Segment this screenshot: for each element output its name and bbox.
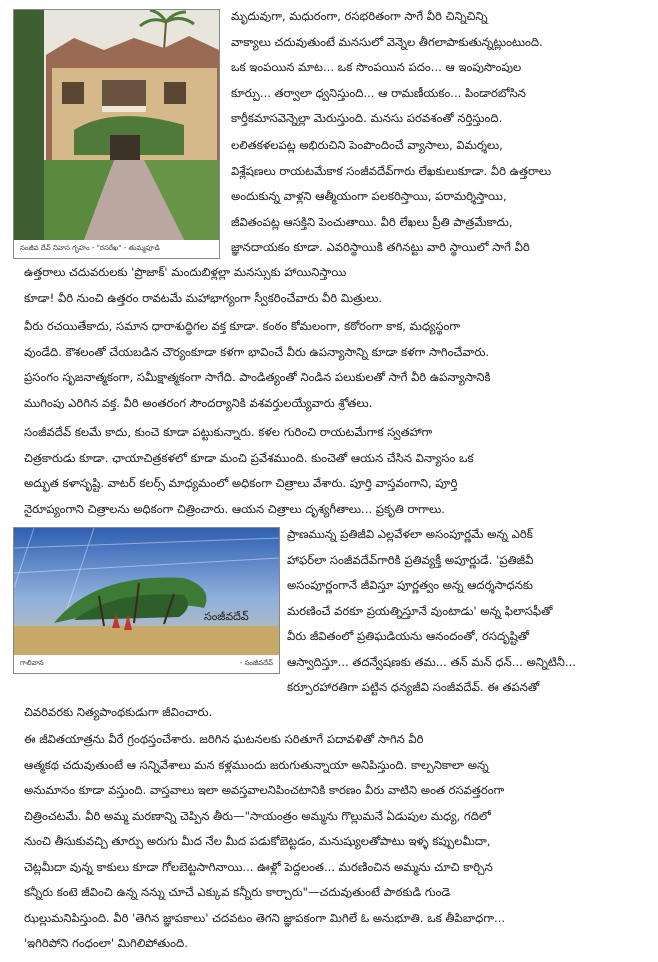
text-line: ఆస్వాదిస్తూ... తదన్వేషణకు తమ... తన్ మన్ ధన్... అన్నిటినీ...: [287, 654, 576, 669]
paragraph-4: [24, 420, 640, 522]
house-photo-caption-text: సంజీవ దేవ్ నివాస గృహం - "రసరేఖ" - తుమ్మపూడి: [20, 244, 160, 252]
painting-figure: [13, 527, 280, 674]
text-line: విశ్లేషణలు రాయటమేకాక సంజీవదేవ్‌గారు లేఖకులుకూడా. వీరి ఉత్తరాలు: [231, 163, 552, 178]
text-line: నైరూప్యంగాని చిత్రాలను అధికంగా చిత్రించారు. ఆయన చిత్రాలు దృశ్యగీతాలు... ప్రకృతి రాగాలు.: [24, 501, 445, 516]
paragraph-1: [231, 4, 643, 132]
paragraph-2: [231, 133, 643, 261]
text-line: ప్రాణమున్న ప్రతిజీవి ఎల్లవేళలా అసంపూర్ణమే అన్న ఎరిక్: [287, 527, 533, 541]
text-line: అందుకున్న వాళ్లని ఆత్మీయంగా పలకరిస్తాయి, పరామర్శిస్తాయి,: [231, 189, 507, 203]
painting-caption-title: గాలివాన: [20, 659, 44, 667]
text-line: మృదువుగా, మధురంగా, రసభరితంగా సాగే వీరి చిన్నిచిన్ని: [231, 9, 488, 23]
text-line: చిత్రించటమే. వీరి అమ్మ మరణాన్ని చెప్పిన తీరు—"సాయంత్రం అమ్మను గొల్లుమనే ఏడుపుల మధ్య, గదిలో: [24, 808, 491, 823]
text-line: అనుమానం కూడా వస్తుంది. వాస్తవాలు ఇలా అవస్తవాలనిపించటానికి కారణం వీరు వాటిని అంత రసవత్తరంగా: [24, 783, 505, 797]
text-line: వుండేది. కౌశలంతో చేయబడిన చౌర్యంకూడా కళగా భావించే వీరు ఉపన్యాసాన్ని కూడా కళగా సాగించేవారు.: [24, 344, 490, 359]
text-line: చిత్రకారుడు కూడా. ఛాయాచిత్రకళలో కూడా మంచి ప్రవేశముంది. కుంచెతో ఆయన చేసిన విన్యాసం ఒక: [24, 450, 474, 465]
text-line: హాఫర్‌లా సంజీవదేవ్‌గారికి ప్రతివ్యక్తీ అపూర్ణుడే. 'ప్రతిజీవీ: [287, 552, 534, 567]
text-line: కర్పూరహారతిగా పట్టిన ధన్యజీవి సంజీవదేవ్. ఈ తపనతో: [287, 680, 540, 694]
painting-caption: [14, 655, 279, 673]
text-line: ప్రసంగం సృజనాత్మకంగా, సమీక్షాత్మకంగా సాగేది. పాండిత్యంతో నిండిన పలుకులతో సాగే వీరి ఉపన్యాసానికి: [24, 370, 491, 384]
text-line: చెట్లమీదా వున్న కాకులు కూడా గోలబెట్టసాగినాయి... ఊళ్లో పెద్దలంత... మరణించిన అమ్మను చూచి కార్చిన: [24, 859, 493, 874]
windstorm-painting: [14, 528, 279, 655]
text-line: ఆత్మకథ చదువుతుంటే ఆ సన్నివేశాలు మన కళ్లముందు జరుగుతున్నాయా అనిపిస్తుంది. కాల్పనికాలా అన్న: [24, 757, 489, 772]
paragraph-6: [24, 727, 640, 957]
paragraph-5: [287, 522, 643, 701]
text-line: అసంపూర్ణంగానే జీవిస్తూ పూర్ణత్వం అన్న ఆదర్శసాధనకు: [287, 578, 533, 592]
text-line: ఉత్తరాలు చదువరులకు 'ప్రొజాక్' మందుబిళ్లల్లా మనస్సుకు హాయినిస్తాయి: [24, 265, 347, 279]
text-line: కన్నీరు కంటె జీవించి ఉన్న నన్ను చూచే ఎక్కువ కన్నీరు కార్చారు"—చదువుతుంటే పాఠకుడి గుండె: [24, 885, 451, 899]
text-line: వాక్యాలు చదువుతుంటే మనసులో వెన్నెల తీగలాపాకుతున్నట్లుంటుంది.: [231, 34, 543, 49]
text-line: సంజీవదేవ్ కలమే కాదు, కుంచె కూడా పట్టుకున్నారు. కళల గురించి రాయటమేగాక స్వతహాగా: [24, 425, 433, 439]
text-line: చివరివరకు నిత్యపాంథకుడుగా జీవించారు.: [24, 705, 213, 719]
text-line: మరణించే వరకూ ప్రయత్నిస్తూనే వుంటాడు' అన్న ఫిలాసఫీతో: [287, 603, 553, 618]
house-photo-caption: [14, 240, 219, 258]
text-line: ఒక ఇంపయిన మాట... ఒక సొంపయిన పదం... ఆ ఇంపుసొంపుల: [231, 60, 522, 74]
painting-caption-artist: - సంజీవదేవ్: [239, 659, 273, 667]
text-line: 'ఇగిరిపోని గంధంలా' మిగిలిపోతుంది.: [24, 936, 188, 950]
painting-signature: సంజీవదేవ్: [204, 610, 249, 623]
text-line: వీరు రచయితేకాదు, సమాన ధారాశుద్ధిగల వక్త కూడా. కంఠం కోమలంగా, కఠోరంగా కాక, మధ్యస్థంగా: [24, 319, 461, 333]
house-photo-figure: [13, 9, 220, 259]
paragraph-3: [24, 314, 640, 416]
text-line: అద్భుత కళాసృష్టి. వాటర్ కలర్స్ మాధ్యమంలో అధికంగా చిత్రాలు వేశారు. పూర్తి వాస్తవంగాని, పూర్తి: [24, 476, 458, 490]
paragraph-2-continued: [24, 260, 640, 311]
text-line: జీవితంపట్ల ఆసక్తిని పెంచుతాయి. వీరి లేఖలు ప్రీతి పాత్రమేకాదు,: [231, 214, 513, 229]
text-line: కార్తీకమాసవెన్నెల్లా మెరుస్తుంది. మనసు పరవశంతో నర్తిస్తుంది.: [231, 111, 503, 125]
text-line: లలితకళలపట్ల అభిరుచిని పెంపొందించే వ్యాసాలు, విమర్శలు,: [231, 138, 503, 152]
text-line: వీరు జీవితంలో ప్రతిఘడియను ఆనందంతో, రసదృష్టితో: [287, 629, 530, 643]
text-line: జ్ఞానదాయకం కూడా. ఎవరిస్థాయికి తగినట్టు వారి స్థాయిలో సాగే వీరి: [231, 240, 530, 254]
text-line: ఝల్లుమనిపిస్తుంది. వీరి 'తెగిన జ్ఞాపకాలు' చదవటం తెగని జ్ఞాపకంగా మిగిలే ఓ అనుభూతి. ఒక తీపిబాధగా...: [24, 910, 506, 925]
house-photo: [14, 10, 219, 240]
text-line: కూర్పు... తర్వాలా ధ్వనిస్తుంది... ఆ రామణీయకం... పిండారబోసిన: [231, 85, 526, 100]
text-line: నుంచి తీసుకువచ్చి తూర్పు అరుగు మీద నేల మీద పడుకోబెట్టడం, మనుష్యులతోపాటు ఇళ్ళ కప్పులమీదా,: [24, 834, 491, 848]
paragraph-5-continued: [24, 700, 640, 726]
text-line: ముగింపు ఎరిగిన వక్త. వీరి అంతరంగ సౌందర్యానికి వశవర్తులయ్యేవారు శ్రోతలు.: [24, 395, 373, 410]
text-line: ఈ జీవితయాత్రను వీరే గ్రంథస్తంచేశారు. జరిగిన ఘటనలకు సరితూగే పదావళితో సాగిన వీరి: [24, 732, 424, 746]
text-line: కూడా! వీరి నుంచి ఉత్తరం రావటమే మహాభాగ్యంగా స్వీకరించేవారు వీరి మిత్రులు.: [24, 290, 383, 305]
